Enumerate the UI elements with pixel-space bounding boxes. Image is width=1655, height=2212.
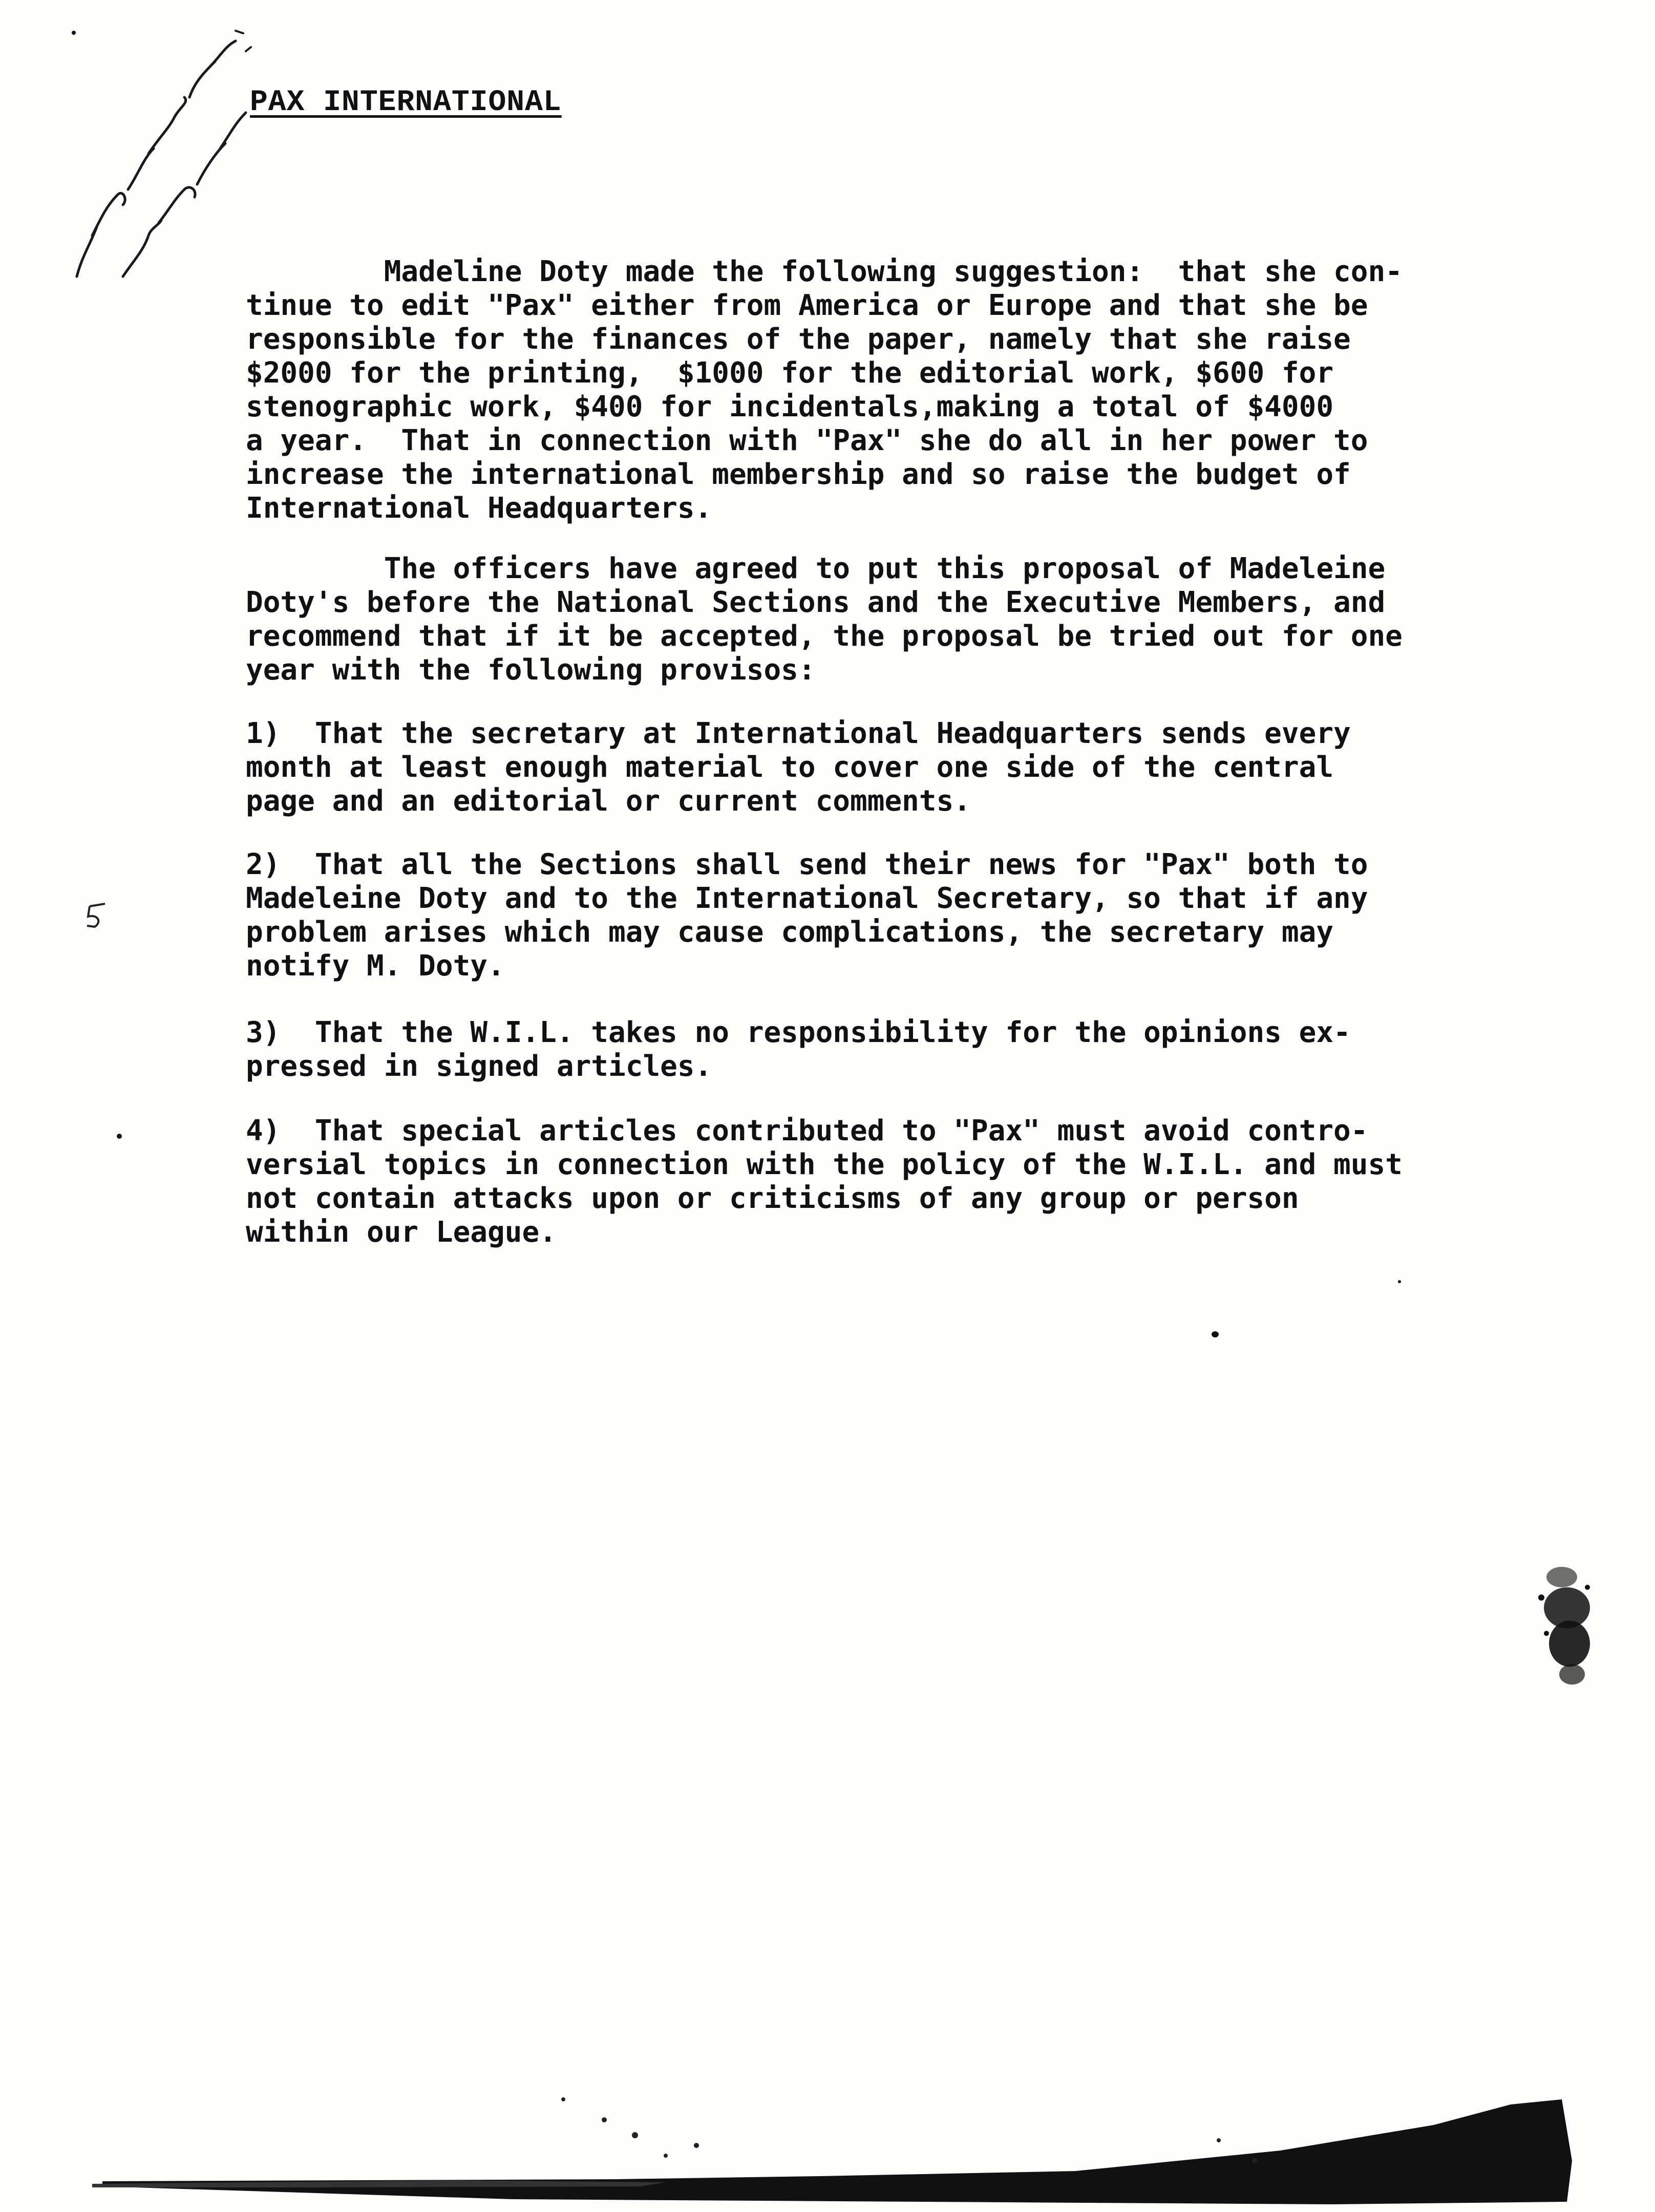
scan-edge-smear	[0, 2058, 1655, 2212]
handwritten-annotation	[20, 20, 256, 287]
paragraph-officers-agreement: The officers have agreed to put this proposal of Madeleine Doty's before the National Sections and the Executive Members, and recommend that if it be accepted, the proposal be tried out for one year with the following provisos:	[246, 552, 1403, 687]
scan-speck	[72, 31, 76, 35]
document-title: PAX INTERNATIONAL	[250, 86, 562, 119]
scan-speck	[1398, 1280, 1401, 1283]
margin-mark	[82, 901, 113, 932]
scan-speck	[1212, 1331, 1219, 1337]
proviso-item: 3) That the W.I.L. takes no responsibility for the opinions ex- pressed in signed articles.	[246, 1016, 1351, 1083]
proviso-item: 1) That the secretary at International Headquarters sends every month at least enough material to cover one side of the central page and an editorial or current comments.	[246, 717, 1351, 818]
scan-smudge	[1521, 1557, 1598, 1690]
proviso-item: 2) That all the Sections shall send their news for "Pax" both to Madeleine Doty and to the International Secretary, so that if any problem arises which may cause complications, the secretary may notify M. Doty.	[246, 848, 1368, 983]
scan-speck	[117, 1134, 122, 1139]
proviso-item: 4) That special articles contributed to "Pax" must avoid contro- versial topics in connection with the policy of the W.I.L. and must not contain attacks upon or criticisms of any group or person within our League.	[246, 1114, 1403, 1249]
paragraph-proposal: Madeline Doty made the following suggestion: that she con- tinue to edit "Pax" either from America or Europe and that she be responsible for the finances of the paper, namely that she raise $2000 for the printing, $1000 for the editorial work, $600 for stenographic work, $400 for incidentals,making a total of $4000 a year. That in connection with "Pax" she do all in her power to increase the international membership and so raise the budget of International Headquarters.	[246, 255, 1403, 525]
